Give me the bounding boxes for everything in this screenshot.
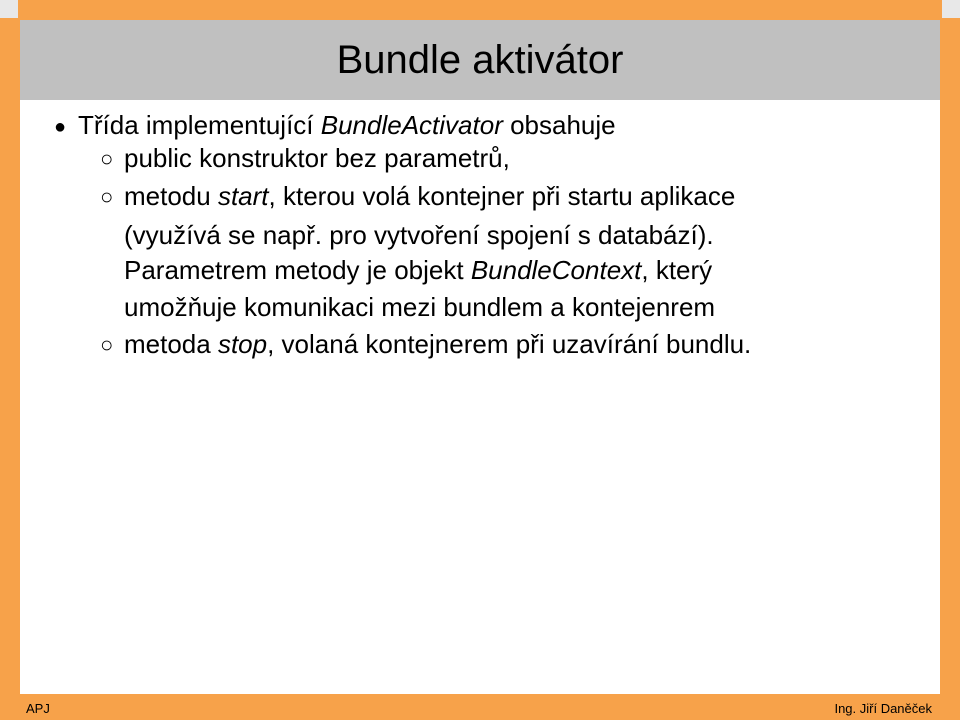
frame-left-bar bbox=[0, 0, 20, 720]
slide-content bbox=[20, 100, 940, 694]
bullet-ring-icon: ○ bbox=[100, 146, 114, 171]
text-segment-italic: stop bbox=[217, 329, 268, 359]
frame-bottom-bar bbox=[0, 694, 960, 720]
bullet-line-6: umožňuje komunikaci mezi bundlem a kontejenrem bbox=[124, 292, 716, 322]
bullet-dot-icon: ● bbox=[54, 116, 67, 138]
text-segment: metodu bbox=[124, 181, 218, 211]
bullet-line-7 bbox=[124, 325, 751, 363]
bullet-line-4: (využívá se např. pro vytvoření spojení s databází). bbox=[124, 220, 714, 250]
text-segment: Parametrem metody je objekt bbox=[124, 255, 471, 285]
bullet-line-3 bbox=[124, 177, 735, 215]
text-segment: , volaná kontejnerem při uzavírání bundlu. bbox=[267, 329, 752, 359]
frame-corner-top-left bbox=[0, 0, 18, 18]
text-segment: metoda bbox=[124, 329, 218, 359]
frame-right-bar bbox=[940, 0, 960, 720]
text-segment: obsahuje bbox=[502, 110, 616, 140]
text-segment-italic: BundleActivator bbox=[320, 110, 503, 140]
frame-top-bar bbox=[0, 0, 960, 20]
text-segment-italic: BundleContext bbox=[470, 255, 642, 285]
text-segment-italic: start bbox=[217, 181, 269, 211]
bullet-ring-icon: ○ bbox=[100, 332, 114, 357]
frame-corner-top-right bbox=[942, 0, 960, 18]
text-segment: , kterou volá kontejner při startu aplikace bbox=[268, 181, 736, 211]
footer-author: Ing. Jiří Daněček bbox=[834, 701, 932, 716]
bullet-line-2: public konstruktor bez parametrů, bbox=[124, 143, 510, 173]
bullet-line-5 bbox=[124, 251, 712, 289]
slide-title: Bundle aktivátor bbox=[336, 37, 624, 82]
text-segment: Třída implementující bbox=[78, 110, 321, 140]
footer-course: APJ bbox=[26, 701, 50, 716]
bullet-ring-icon: ○ bbox=[100, 184, 114, 209]
text-segment: , který bbox=[641, 255, 713, 285]
